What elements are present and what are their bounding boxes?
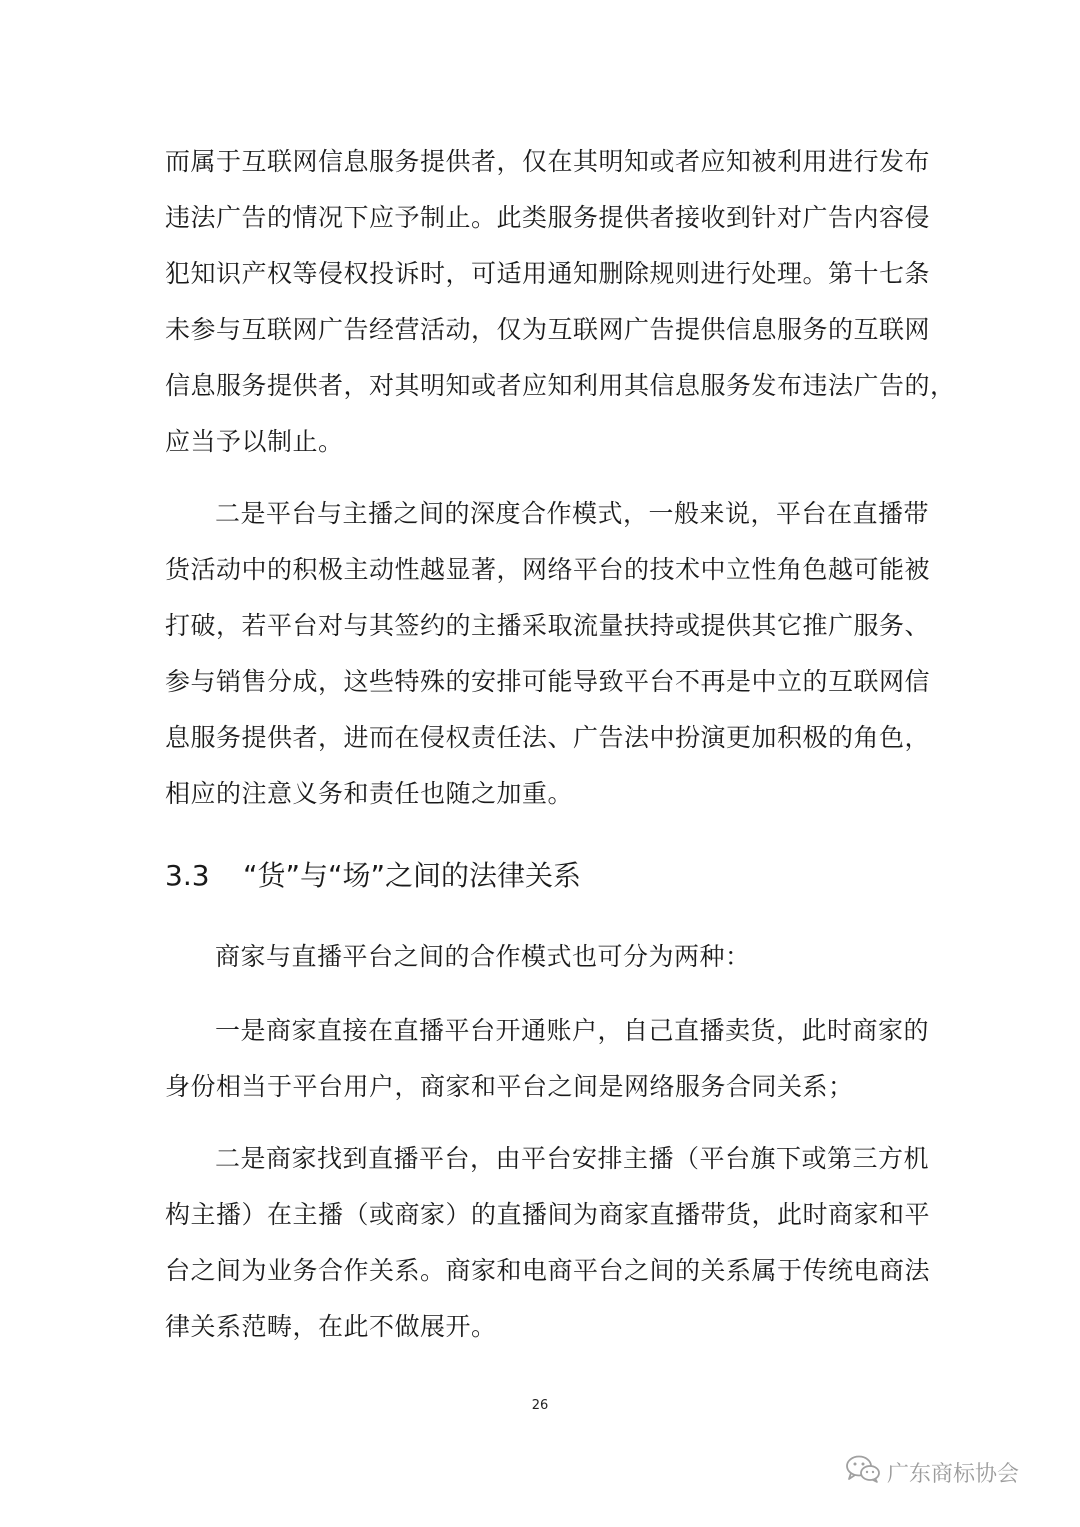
page-number: 26 — [531, 1398, 549, 1413]
paragraph2-line-3: 打破，若平台对与其签约的主播采取流量扶持或提供其它推广服务、 — [165, 611, 931, 640]
paragraph1-line-1: 而属于互联网信息服务提供者，仅在其明知或者应知被利用进行发布 — [165, 147, 931, 176]
watermark-text: 广东商标协会 — [887, 1461, 1020, 1487]
paragraph2-line-6: 相应的注意义务和责任也随之加重。 — [165, 779, 574, 808]
section-number: 3.3 — [165, 859, 210, 892]
paragraph2-line-4: 参与销售分成，这些特殊的安排可能导致平台不再是中立的互联网信 — [165, 667, 931, 696]
paragraph4-line-2: 身份相当于平台用户，商家和平台之间是网络服务合同关系； — [165, 1072, 854, 1101]
paragraph1-line-3: 犯知识产权等侵权投诉时，可适用通知删除规则进行处理。第十七条 — [165, 259, 931, 288]
paragraph2-line-2: 货活动中的积极主动性越显著，网络平台的技术中立性角色越可能被 — [165, 555, 931, 584]
section-heading — [165, 856, 581, 896]
paragraph2-line-1: 二是平台与主播之间的深度合作模式，一般来说，平台在直播带 — [215, 499, 930, 528]
paragraph4-line-1: 一是商家直接在直播平台开通账户，自己直播卖货，此时商家的 — [215, 1016, 930, 1045]
paragraph1-line-2: 违法广告的情况下应予制止。此类服务提供者接收到针对广告内容侵 — [165, 203, 931, 232]
watermark — [845, 1452, 1019, 1492]
paragraph5-line-4: 律关系范畴，在此不做展开。 — [165, 1312, 497, 1341]
paragraph3-line-1: 商家与直播平台之间的合作模式也可分为两种： — [215, 942, 751, 971]
wechat-icon — [845, 1454, 887, 1490]
paragraph5-line-2: 构主播）在主播（或商家）的直播间为商家直播带货，此时商家和平 — [165, 1200, 931, 1229]
paragraph2-line-5: 息服务提供者，进而在侵权责任法、广告法中扮演更加积极的角色， — [165, 723, 931, 752]
section-title: “货”与“场”之间的法律关系 — [243, 859, 582, 892]
paragraph1-line-6: 应当予以制止。 — [165, 427, 344, 456]
paragraph5-line-3: 台之间为业务合作关系。商家和电商平台之间的关系属于传统电商法 — [165, 1256, 931, 1285]
paragraph1-line-4: 未参与互联网广告经营活动，仅为互联网广告提供信息服务的互联网 — [165, 315, 931, 344]
paragraph1-line-5: 信息服务提供者，对其明知或者应知利用其信息服务发布违法广告的， — [165, 371, 956, 400]
paragraph5-line-1: 二是商家找到直播平台，由平台安排主播（平台旗下或第三方机 — [215, 1144, 930, 1173]
